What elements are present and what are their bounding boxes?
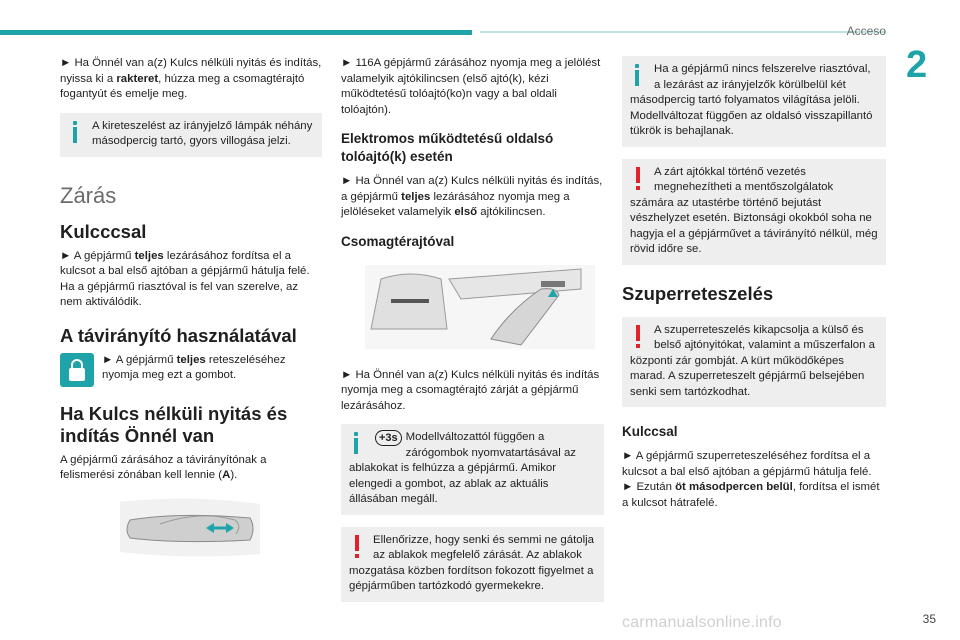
paragraph: ► A gépjármű szuperreteszeléséhez fordítsa el a kulcsot a bal első ajtóban a gépjármű hátulja felé. — [622, 450, 872, 478]
tailgate-illustration — [341, 259, 604, 356]
heading-kulcs: Kulcccsal — [60, 220, 147, 242]
heading-keyless: Ha Kulcs nélküli nyitás és indítás Önnél van — [60, 402, 288, 446]
info-note: A kireteszelést az irányjelző lámpák néhány másodpercig tartó, gyors villogása jelzi. — [60, 113, 322, 157]
paragraph: ► A gépjármű teljes lezárásához fordítsa el a kulcsot a bal első ajtóban a gépjármű hátulja felé. Ha a gépjármű riasztóval is fel van szerelve, az nem aktiválódik. — [60, 249, 310, 308]
info-note: Ha a gépjármű nincs felszerelve riasztóval, a lezárást az irányjelzők körülbelül két másodpercig tartó folyamatos világítása jelöli. Modellváltozat függően az oldalsó visszapillantó tükrök is behajlanak. — [622, 56, 886, 147]
heading-tailgate: Csomagtérajtóval — [341, 233, 455, 249]
info-icon — [630, 62, 652, 90]
paragraph: A gépjármű zárásához a távirányítónak a felismerési zónában kell lennie (A). — [60, 453, 267, 481]
warning-note: A zárt ajtókkal történő vezetés megnehezítheti a mentőszolgálatok számára az utastérbe történő bejutást vészhelyzet esetén. Biztonsági okokból soha ne hagyja el a gépjárművet a távirányító nélkül, még rövid időre se. — [622, 159, 886, 265]
paragraph: ► Ha Önnél van a(z) Kulcs nélküli nyitás és indítás, a gépjármű teljes lezárásához nyomja meg a jelöléseket valamelyik első ajtókilincsen. — [341, 175, 603, 218]
plus-3-seconds-badge: +3s — [375, 430, 402, 446]
info-icon — [349, 430, 371, 458]
header-accent-bar — [0, 30, 472, 35]
watermark: carmanualsonline.info — [622, 614, 782, 631]
section-name: Acceso — [846, 24, 886, 38]
paragraph: ► Ha Önnél van a(z) Kulcs nélküli nyitás és indítás nyomja meg a csomagtérajtó zárját a gépjármű lezárásához. — [341, 368, 600, 412]
warning-note: A szuperreteszelés kikapcsolja a külső és belső ajtónyitókat, valamint a műszerfalon a központi zár gombját. A kürt működőképes marad. A szuperreteszelt gépjármű belsejében senki sem tartózkodhat. — [622, 317, 886, 408]
warning-icon — [349, 533, 371, 561]
column-3 — [622, 56, 886, 521]
lock-instruction — [60, 353, 322, 387]
warning-icon — [630, 323, 652, 351]
column-1 — [60, 56, 322, 581]
paragraph: ► Ha Önnél van a(z) Kulcs nélküli nyitás és indítás, nyissa ki a rakteret, húzza meg a csomagtérajtó fogantyút és emelje meg. — [60, 57, 322, 100]
heading-zaras: Zárás — [60, 182, 117, 208]
info-note: +3s Modellváltozattól függően a zárógombok nyomvatartásával az ablakokat is felhúzza a gépjármű. Amikor elengedi a gombot, az ablak az aktuális állásában megáll. — [341, 424, 604, 515]
heading-kulccsal: Kulccsal — [622, 424, 678, 439]
paragraph: ► Ezután öt másodpercen belül, fordítsa el ismét a kulcsot hátrafelé. — [622, 481, 880, 509]
lock-icon — [60, 353, 94, 387]
paragraph: ► 116A gépjármű zárásához nyomja meg a jelölést valamelyik ajtókilincsen (első ajtó(k), kézi működtetésű tolóajtó(ko)n vagy a bal oldali tolóajtón). — [341, 57, 601, 116]
heading-electric-doors: Elektromos működtetésű oldalsó tolóajtó(k) esetén — [341, 131, 554, 164]
door-handle-illustration — [60, 494, 322, 569]
page-number: 35 — [922, 612, 936, 626]
warning-note: Ellenőrizze, hogy senki és semmi ne gátolja az ablakok megfelelő zárását. Az ablakok mozgatása közben fordítson fokozott figyelmet a gépjárműben tartózkodó gyermekekre. — [341, 527, 604, 602]
paragraph: ► A gépjármű teljes reteszeléséhez nyomja meg ezt a gombot. — [102, 353, 286, 381]
info-icon — [68, 119, 90, 147]
heading-tavirányito: A távirányító használatával — [60, 324, 297, 346]
warning-icon — [630, 165, 652, 193]
column-2 — [341, 56, 604, 614]
chapter-number: 2 — [906, 44, 928, 86]
heading-superlock: Szuperreteszelés — [622, 282, 774, 304]
